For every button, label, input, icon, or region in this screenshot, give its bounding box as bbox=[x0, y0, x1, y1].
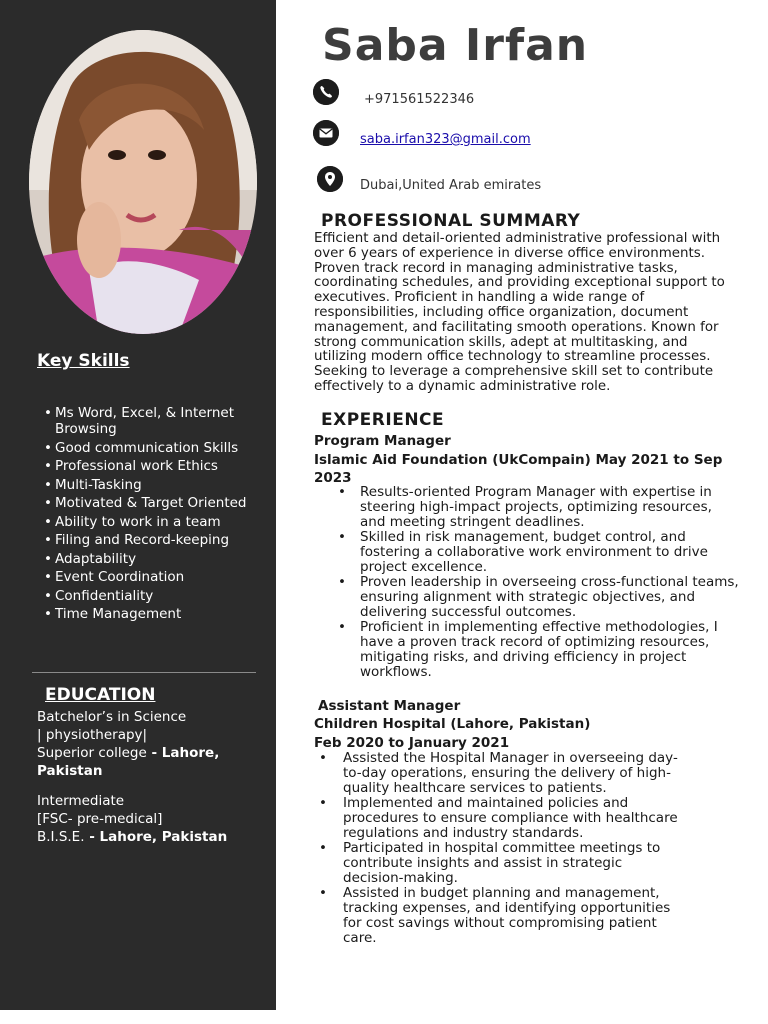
list-item: • Proficient in implementing effective methodologies, I have a proven track record of optimizing resources, mitigating risks, and driving efficiency in project workflows. bbox=[360, 620, 740, 680]
skills-heading: Key Skills bbox=[37, 351, 130, 371]
sidebar-divider bbox=[32, 672, 256, 673]
experience-heading: EXPERIENCE bbox=[321, 410, 445, 430]
list-item: • Assisted in budget planning and management, tracking expenses, and identifying opportunities for cost savings without compromising patient care. bbox=[343, 886, 683, 946]
list-item: • Skilled in risk management, budget control, and fostering a collaborative work environment to drive project excellence. bbox=[360, 530, 740, 575]
education-entry-bachelors bbox=[37, 708, 267, 780]
education-location-country: Pakistan bbox=[37, 763, 103, 779]
job-bullets bbox=[343, 751, 683, 946]
education-degree: Batchelor’s in Science bbox=[37, 709, 187, 725]
summary-heading: PROFESSIONAL SUMMARY bbox=[321, 211, 581, 231]
list-item: • Time Management bbox=[44, 606, 259, 622]
education-field: [FSC- pre-medical] bbox=[37, 811, 163, 827]
list-item: • Confidentiality bbox=[44, 588, 259, 604]
job-dates: Feb 2020 to January 2021 bbox=[314, 735, 510, 751]
list-item: • Participated in hospital committee meetings to contribute insights and assist in strategic decision-making. bbox=[343, 841, 683, 886]
list-item: • Implemented and maintained policies and procedures to ensure compliance with healthcare regulations and industry standards. bbox=[343, 796, 683, 841]
list-item: • Ability to work in a team bbox=[44, 514, 259, 530]
list-item: • Motivated & Target Oriented bbox=[44, 495, 259, 511]
list-item: • Adaptability bbox=[44, 551, 259, 567]
list-item: • Multi-Tasking bbox=[44, 477, 259, 493]
list-item: • Event Coordination bbox=[44, 569, 259, 585]
job-company-dates: Islamic Aid Foundation (UkCompain) May 2021 to Sep 2023 bbox=[314, 452, 723, 486]
education-degree: Intermediate bbox=[37, 793, 125, 809]
education-location: - Lahore, bbox=[146, 745, 220, 761]
skills-list bbox=[44, 405, 259, 625]
location: Dubai,United Arab emirates bbox=[360, 178, 542, 193]
list-item: • Assisted the Hospital Manager in overseeing day-to-day operations, ensuring the delivery of high-quality healthcare services to patients. bbox=[343, 751, 683, 796]
profile-photo bbox=[29, 30, 257, 334]
list-item: • Filing and Record-keeping bbox=[44, 532, 259, 548]
education-entry-intermediate bbox=[37, 792, 267, 846]
list-item: • Proven leadership in overseeing cross-functional teams, ensuring alignment with strategic objectives, and delivering successful outcomes. bbox=[360, 575, 740, 620]
list-item: • Good communication Skills bbox=[44, 440, 259, 456]
list-item: • Ms Word, Excel, & Internet Browsing bbox=[44, 405, 259, 437]
summary-text: Efficient and detail-oriented administrative professional with over 6 years of experience in diverse office environments. Proven track record in managing administrative tasks, coordinating schedules, and providing exceptional support to executives. Proficient in handling a wide range of responsibilities, including office organization, document management, and facilitating smooth operations. Known for strong communication skills, adept at multitasking, and utilizing modern office technology to streamline processes. Seeking to leverage a comprehensive skill set to contribute effectively to a dynamic administrative role. bbox=[314, 231, 725, 394]
map-pin-icon bbox=[317, 166, 343, 192]
education-institution: Superior college - Lahore, bbox=[37, 745, 220, 761]
job-title: Program Manager bbox=[314, 433, 451, 449]
email-link[interactable]: saba.irfan323@gmail.com bbox=[360, 132, 531, 147]
list-item: • Professional work Ethics bbox=[44, 458, 259, 474]
education-location: - Lahore, Pakistan bbox=[84, 829, 228, 845]
job-company: Children Hospital (Lahore, Pakistan) bbox=[314, 716, 591, 732]
education-field: | physiotherapy| bbox=[37, 727, 148, 743]
envelope-icon bbox=[313, 120, 339, 146]
profile-photo-image bbox=[29, 30, 257, 334]
phone-icon bbox=[313, 79, 339, 105]
education-heading: EDUCATION bbox=[45, 685, 156, 705]
phone-number: +971561522346 bbox=[364, 92, 475, 107]
candidate-name: Saba Irfan bbox=[322, 20, 589, 71]
job-bullets bbox=[360, 485, 740, 680]
job-title: Assistant Manager bbox=[318, 698, 461, 714]
list-item: • Results-oriented Program Manager with expertise in steering high-impact projects, optimizing resources, and meeting stringent deadlines. bbox=[360, 485, 740, 530]
sidebar bbox=[0, 0, 276, 1010]
education-institution: B.I.S.E. - Lahore, Pakistan bbox=[37, 829, 228, 845]
